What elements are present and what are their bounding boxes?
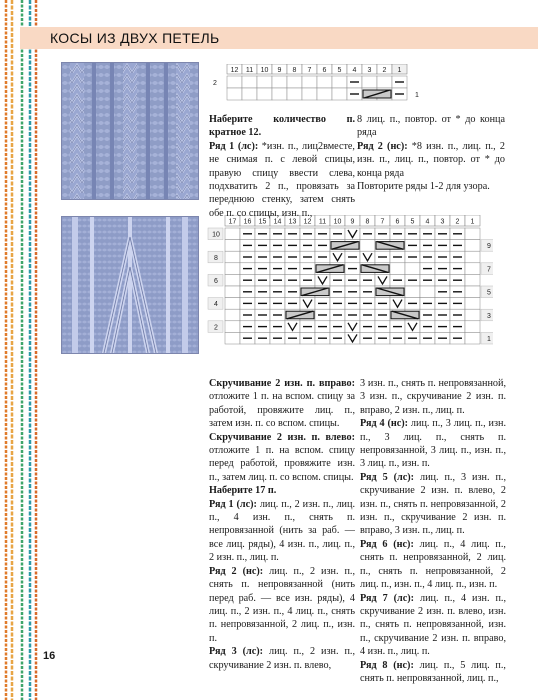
- instruction-paragraph: [209, 565, 355, 645]
- chart-cell: [242, 76, 257, 88]
- instruction-body: 3 изн. п., снять п. непровязанной, 3 изн. п., скручивание 2 изн. п. вправо, 2 изн. п., лиц. п.: [360, 378, 506, 416]
- column-number: 13: [288, 218, 297, 226]
- column-number: 8: [292, 67, 297, 74]
- chart-cell: [332, 88, 347, 100]
- instruction-paragraph: [209, 431, 355, 485]
- chart-cell: [465, 309, 480, 321]
- instruction-heading: Ряд 1 (лс):: [209, 140, 259, 152]
- instruction-body: лиц. п., 2 изн. п., лиц. п., 4 изн. п., снять п. непровязанной (нить за раб. — все лиц. ряды), 4 изн. п., лиц. п., 2 изн. п., лиц. п.: [209, 498, 355, 564]
- column-number: 1: [470, 218, 475, 226]
- column-number: 17: [228, 218, 237, 226]
- instruction-body: 8 лиц. п., повтор. от * до конца ряда: [357, 114, 505, 139]
- instruction-heading: Ряд 6 (нс):: [360, 538, 414, 550]
- knitting-chart-small: [207, 64, 429, 106]
- chart-cell: [465, 321, 480, 333]
- instruction-paragraph: [360, 471, 506, 538]
- column-number: 7: [380, 218, 385, 226]
- row-number-right: 1: [487, 336, 491, 343]
- instruction-body: лиц. п., 4 лиц. п., снять п. непровязанной, 2 лиц. п., снять п. непровязанной, 2 лиц. п., изн. п., 4 лиц. п., изн. п.: [360, 538, 506, 591]
- column-number: 11: [245, 67, 254, 74]
- instruction-heading: Наберите количество п. кратное 12.: [209, 114, 355, 139]
- instruction-body: отложите 1 п. на вспом. спицу за работой, провяжите лиц. п., затем изн. п. со вспом. спицы.: [209, 391, 355, 430]
- instruction-paragraph: [360, 538, 506, 592]
- chart-cell: [225, 321, 240, 333]
- instruction-paragraph: [360, 592, 506, 659]
- decorative-yarn-strings: [0, 0, 50, 700]
- instruction-paragraph: [209, 377, 355, 431]
- chart-cell: [242, 88, 257, 100]
- row-number-left: 2: [213, 80, 217, 87]
- instruction-paragraph: [357, 180, 505, 193]
- instruction-heading: Ряд 2 (нс):: [357, 140, 408, 152]
- row-number-left: 6: [214, 278, 218, 285]
- column-number: 6: [322, 67, 327, 74]
- knit-sample-photo-1: [61, 62, 199, 200]
- chart-cell: [225, 309, 240, 321]
- chart-cell: [465, 263, 480, 275]
- column-number: 8: [365, 218, 370, 226]
- column-number: 7: [307, 67, 312, 74]
- instruction-paragraph: [360, 659, 506, 686]
- chart-cell: [405, 263, 420, 275]
- chart-cell: [225, 332, 240, 344]
- chart-cell: [302, 88, 317, 100]
- instruction-paragraph: [209, 645, 355, 672]
- chart-cell: [287, 76, 302, 88]
- chart-cell: [332, 76, 347, 88]
- column-number: 6: [395, 218, 400, 226]
- column-number: 12: [303, 218, 312, 226]
- chart-cell: [302, 76, 317, 88]
- chart-cell: [272, 76, 287, 88]
- pattern1-right-text: [357, 113, 505, 193]
- chart-cell: [362, 76, 377, 88]
- instruction-paragraph: [360, 417, 506, 471]
- chart-cell: [225, 240, 240, 252]
- column-number: 10: [333, 218, 342, 226]
- page-number: 16: [43, 650, 56, 662]
- column-number: 16: [243, 218, 252, 226]
- column-number: 2: [382, 67, 387, 74]
- chart-cell: [225, 228, 240, 240]
- chart-cell: [225, 263, 240, 275]
- column-number: 12: [230, 67, 239, 74]
- column-number: 3: [440, 218, 445, 226]
- row-number-right: 9: [487, 243, 491, 251]
- instruction-body: Повторите ряды 1-2 для узора.: [357, 181, 490, 193]
- instruction-heading: Ряд 1 (лс):: [209, 498, 257, 510]
- chart-cell: [227, 88, 242, 100]
- column-number: 5: [410, 218, 415, 226]
- column-number: 5: [337, 67, 342, 74]
- instruction-heading: Ряд 8 (нс):: [360, 659, 414, 671]
- column-number: 1: [397, 67, 402, 74]
- instruction-heading: Ряд 2 (нс):: [209, 565, 264, 577]
- row-number-left: 2: [214, 324, 218, 332]
- chart-cell: [360, 240, 375, 252]
- instruction-heading: Скручивание 2 изн. п. влево:: [209, 431, 355, 443]
- chart-cell: [225, 286, 240, 298]
- instruction-body: лиц. п., 2 изн. п., снять п. непровязанной (нить перед раб. — все изн. ряды), 4 лиц. п., 2 изн. п., 4 лиц. п., снять п. непровязанной, 2 лиц. п., изн. п.: [209, 565, 355, 644]
- row-number-right: 5: [487, 289, 491, 297]
- page-title: КОСЫ ИЗ ДВУХ ПЕТЕЛЬ: [50, 30, 220, 46]
- pattern2-right-text: [360, 377, 506, 685]
- instruction-body: лиц. п., 3 изн. п., скручивание 2 изн. п. влево, 2 изн. п., снять п. непровязанной, 2 изн. п., скручивание 2 изн. п. вправо, 3 изн. п., лиц. п.: [360, 471, 506, 537]
- chart-cell: [465, 298, 480, 310]
- chart-cell: [227, 76, 242, 88]
- column-number: 10: [260, 67, 269, 74]
- instruction-paragraph: [360, 377, 506, 417]
- instruction-paragraph: [209, 484, 355, 497]
- instruction-heading: Ряд 7 (лс):: [360, 592, 415, 604]
- column-number: 2: [455, 218, 460, 226]
- instruction-heading: Ряд 4 (нс):: [360, 418, 409, 430]
- row-number-right: 3: [487, 312, 491, 320]
- pattern2-left-text: [209, 377, 355, 672]
- chart-cell: [390, 263, 405, 275]
- column-number: 4: [425, 218, 430, 226]
- column-number: 3: [367, 67, 372, 74]
- chart-cell: [257, 88, 272, 100]
- instruction-heading: Ряд 5 (лс):: [360, 471, 415, 483]
- instruction-paragraph: [209, 498, 355, 565]
- chart-cell: [272, 88, 287, 100]
- instruction-body: отложите 1 п. на вспом. спицу перед работой, провяжите изн. п., затем лиц. п. со вспом. спицы.: [209, 445, 355, 483]
- column-number: 11: [318, 218, 327, 226]
- chart-cell: [465, 228, 480, 240]
- row-number-left: 8: [214, 254, 218, 262]
- instruction-paragraph: [357, 113, 505, 140]
- chart-cell: [287, 88, 302, 100]
- row-number-right: 7: [487, 266, 491, 274]
- chart-cell: [465, 274, 480, 286]
- chart-cell: [377, 76, 392, 88]
- column-number: 15: [258, 218, 267, 226]
- instruction-paragraph: [357, 140, 505, 180]
- instruction-body: *изн. п., лиц2вместе, не снимая п. с левой спицы, правую спицу ввести слева, подхватить 2 п., провязать за переднюю стенку, затем снять обе п. со спицы, изн. п.,: [209, 140, 355, 219]
- instruction-body: лиц. п., 2 изн. п., скручивание 2 изн. п. влево,: [209, 646, 355, 671]
- instruction-heading: Скручивание 2 изн. п. вправо:: [209, 378, 355, 389]
- knitting-chart-large: [207, 215, 493, 365]
- column-number: 9: [277, 67, 282, 74]
- row-number-left: 10: [212, 231, 220, 239]
- pattern1-left-text: [209, 113, 355, 220]
- instruction-body: лиц. п., 4 изн. п., скручивание 2 изн. п. влево, изн. п., снять п. непровязанной, изн. п., скручивание 2 изн. п. вправо, 4 изн. п., лиц. п.: [360, 592, 506, 658]
- chart-cell: [317, 76, 332, 88]
- instruction-body: *8 изн. п., лиц. п., 2 изн. п., лиц. п., повтор. от * до конца ряда: [357, 140, 505, 179]
- row-number-right: 1: [415, 92, 419, 99]
- section-header: [20, 27, 538, 49]
- chart-cell: [465, 251, 480, 263]
- chart-cell: [225, 298, 240, 310]
- instruction-body: лиц. п., 3 лиц. п., изн. п., 3 лиц. п., снять п. непровязанной, 3 лиц. п., изн. п., 3 лиц. п., изн. п.: [360, 418, 506, 470]
- instruction-body: лиц. п., 5 лиц. п., снять п. непровязанной, лиц. п.,: [360, 659, 506, 684]
- chart-cell: [317, 88, 332, 100]
- chart-cell: [465, 286, 480, 298]
- instruction-paragraph: [209, 140, 355, 220]
- row-number-left: 4: [214, 301, 218, 309]
- instruction-heading: Наберите 17 п.: [209, 485, 277, 497]
- chart-cell: [257, 76, 272, 88]
- knit-sample-photo-2: [61, 216, 199, 354]
- chart-cell: [225, 274, 240, 286]
- instruction-paragraph: [209, 113, 355, 140]
- chart-cell: [225, 251, 240, 263]
- instruction-heading: Ряд 3 (лс):: [209, 646, 264, 658]
- column-number: 9: [350, 218, 355, 226]
- column-number: 14: [273, 218, 282, 226]
- chart-cell: [465, 240, 480, 252]
- chart-cell: [405, 286, 420, 298]
- column-number: 4: [352, 67, 357, 74]
- chart-cell: [465, 332, 480, 344]
- chart-cell: [420, 286, 435, 298]
